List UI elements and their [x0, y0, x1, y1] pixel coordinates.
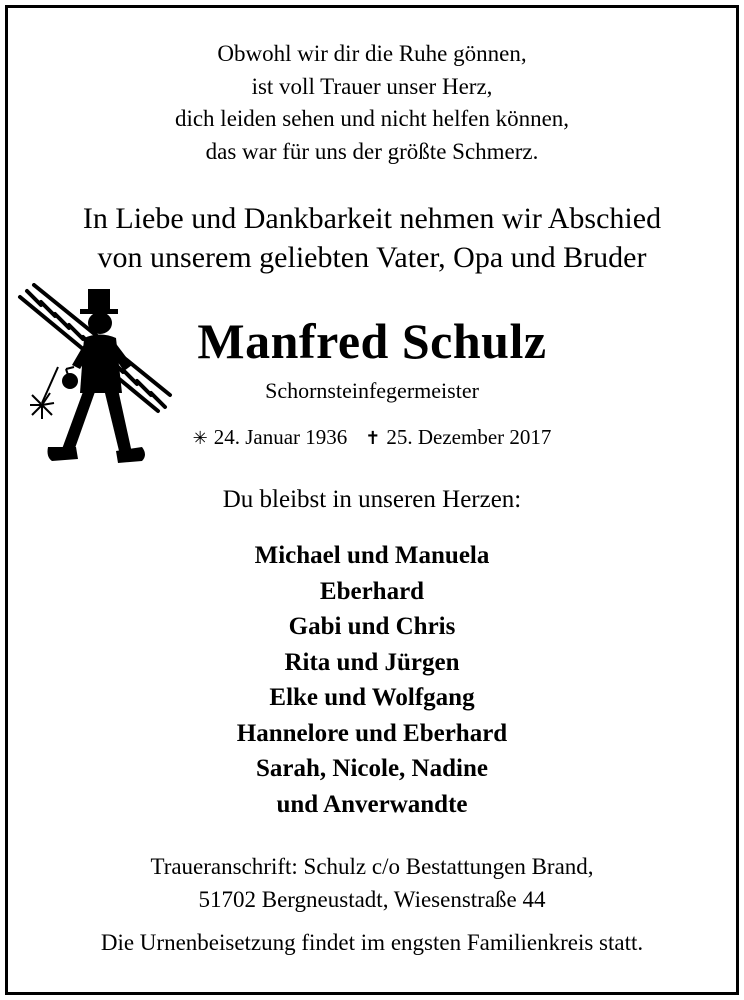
family-member: Rita und Jürgen	[284, 648, 460, 676]
mourning-address	[0, 850, 744, 916]
deceased-profession: Schornsteinfegermeister	[265, 378, 479, 403]
poem	[0, 38, 744, 168]
life-dates	[0, 425, 744, 450]
family-member: und Anverwandte	[276, 790, 468, 818]
family-member: Michael und Manuela	[254, 542, 490, 569]
intro-line: von unserem geliebten Vater, Opa und Bruder	[97, 240, 647, 274]
intro-line: In Liebe und Dankbarkeit nehmen wir Abschied	[82, 202, 662, 235]
family-member: Gabi und Chris	[288, 613, 456, 640]
family-list	[0, 538, 744, 822]
poem-line: Obwohl wir dir die Ruhe gönnen,	[217, 41, 527, 66]
remembrance-line: Du bleibst in unseren Herzen:	[222, 486, 522, 513]
family-member: Hannelore und Eberhard	[236, 719, 508, 747]
death-cross-icon: ✝	[365, 428, 381, 449]
death-date: 25. Dezember 2017	[386, 425, 552, 449]
poem-line: ist voll Trauer unser Herz,	[251, 73, 493, 99]
poem-line: das war für uns der größte Schmerz.	[205, 138, 539, 164]
family-member: Sarah, Nicole, Nadine	[256, 755, 488, 782]
family-member: Eberhard	[319, 577, 425, 605]
birth-date: 24. Januar 1936	[213, 425, 348, 449]
family-member: Elke und Wolfgang	[269, 684, 475, 711]
poem-line: dich leiden sehen und nicht helfen können,	[174, 106, 570, 131]
address-line: Traueranschrift: Schulz c/o Bestattungen Brand,	[150, 854, 594, 879]
deceased-name: Manfred Schulz	[197, 313, 547, 369]
address-line: 51702 Bergneustadt, Wiesenstraße 44	[198, 887, 546, 912]
farewell-intro	[0, 200, 744, 277]
burial-note: Die Urnenbeisetzung findet im engsten Familienkreis statt.	[100, 930, 644, 955]
birth-star-icon: ✳	[192, 428, 208, 449]
